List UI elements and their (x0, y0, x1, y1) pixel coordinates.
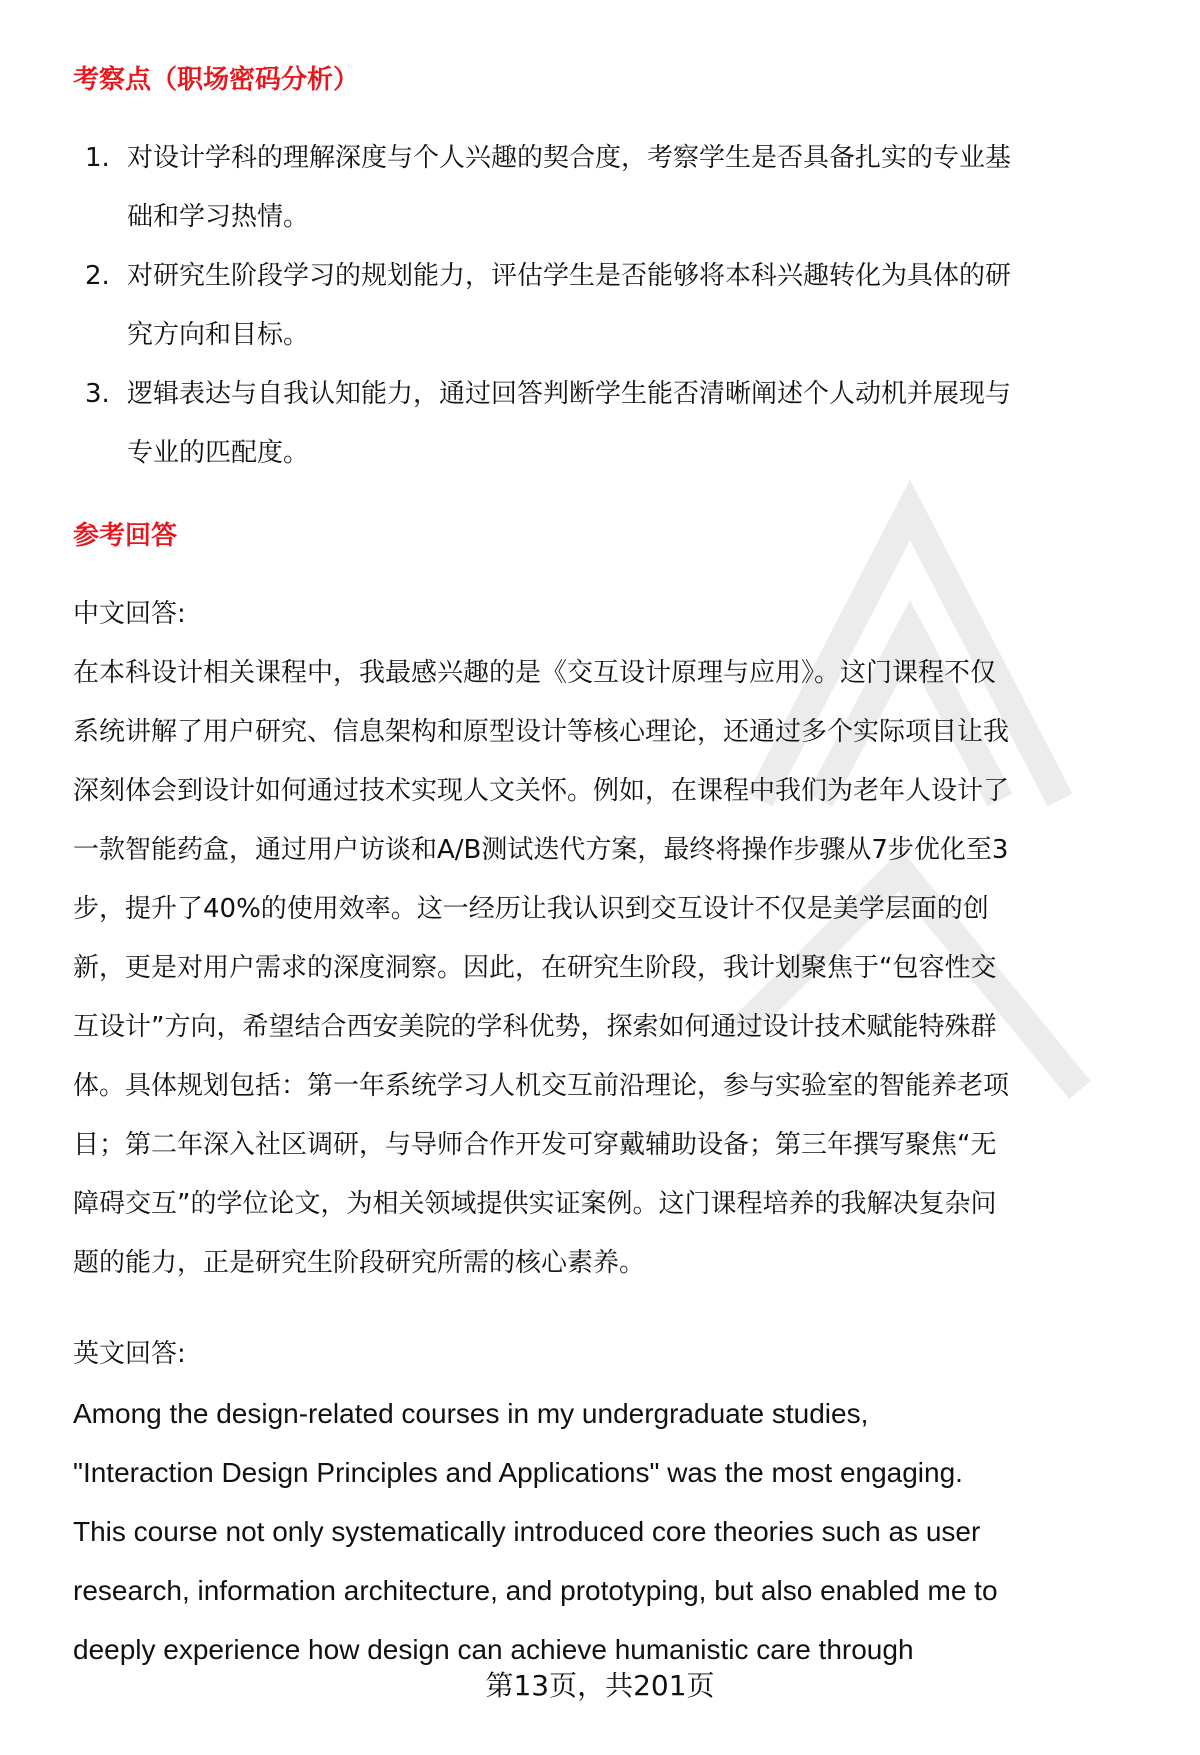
paragraph-line: 深刻体会到设计如何通过技术实现人文关怀。例如，在课程中我们为老年人设计了 (73, 776, 1010, 806)
paragraph-line: 题的能力，正是研究生阶段研究所需的核心素养。 (73, 1248, 646, 1278)
list-line: 对研究生阶段学习的规划能力，评估学生是否能够将本科兴趣转化为具体的研 (127, 261, 1012, 291)
paragraph-line: 目；第二年深入社区调研，与导师合作开发可穿戴辅助设备；第三年撰写聚焦“无 (73, 1130, 997, 1160)
list-line: 础和学习热情。 (127, 202, 310, 232)
list-line: 逻辑表达与自我认知能力，通过回答判断学生能否清晰阐述个人动机并展现与 (127, 379, 1012, 409)
exam-points-list (73, 129, 1140, 483)
paragraph-line: 体。具体规划包括：第一年系统学习人机交互前沿理论，参与实验室的智能养老项 (73, 1071, 1010, 1101)
section-title: 参考回答 (73, 521, 178, 551)
list-line: 究方向和目标。 (127, 320, 310, 350)
chinese-answer-label: 中文回答: (73, 599, 186, 629)
list-number: 3. (85, 379, 110, 409)
page-number: 第13页，共201页 (485, 1669, 715, 1702)
paragraph-line: 一款智能药盒，通过用户访谈和A/B测试迭代方案，最终将操作步骤从7步优化至3 (73, 835, 1009, 865)
paragraph-line: 障碍交互”的学位论文，为相关领域提供实证案例。这门课程培养的我解决复杂问 (73, 1189, 997, 1219)
list-number: 1. (85, 143, 110, 173)
english-answer-body (73, 1384, 1140, 1679)
paragraph-line: Among the design-related courses in my undergraduate studies, (73, 1398, 869, 1429)
paragraph-line: 在本科设计相关课程中，我最感兴趣的是《交互设计原理与应用》。这门课程不仅 (73, 658, 997, 688)
paragraph-line: 新，更是对用户需求的深度洞察。因此，在研究生阶段，我计划聚焦于“包容性交 (73, 953, 997, 983)
paragraph-line: This course not only systematically introduced core theories such as user (73, 1516, 981, 1547)
section-reference-answer (73, 507, 1140, 566)
english-answer-label: 英文回答: (73, 1339, 186, 1369)
paragraph-line: 步，提升了40%的使用效率。这一经历让我认识到交互设计不仅是美学层面的创 (73, 894, 989, 924)
paragraph-line: 系统讲解了用户研究、信息架构和原型设计等核心理论，还通过多个实际项目让我 (73, 717, 1010, 747)
list-number: 2. (85, 261, 110, 291)
chinese-answer (73, 585, 1140, 1293)
chinese-answer-body (73, 644, 1140, 1293)
paragraph-line: research, information architecture, and prototyping, but also enabled me to (73, 1575, 998, 1606)
list-line: 对设计学科的理解深度与个人兴趣的契合度，考察学生是否具备扎实的专业基 (127, 143, 1012, 173)
section-exam-points (73, 51, 1140, 110)
list-line: 专业的匹配度。 (127, 438, 310, 468)
paragraph-line: deeply experience how design can achieve humanistic care through (73, 1634, 914, 1665)
paragraph-line: "Interaction Design Principles and Applications" was the most engaging. (73, 1457, 963, 1488)
list-item (73, 365, 1140, 483)
english-answer (73, 1325, 1140, 1679)
paragraph-line: 互设计”方向，希望结合西安美院的学科优势，探索如何通过设计技术赋能特殊群 (73, 1012, 997, 1042)
list-item (73, 129, 1140, 247)
list-item (73, 247, 1140, 365)
section-title: 考察点（职场密码分析） (73, 65, 360, 95)
